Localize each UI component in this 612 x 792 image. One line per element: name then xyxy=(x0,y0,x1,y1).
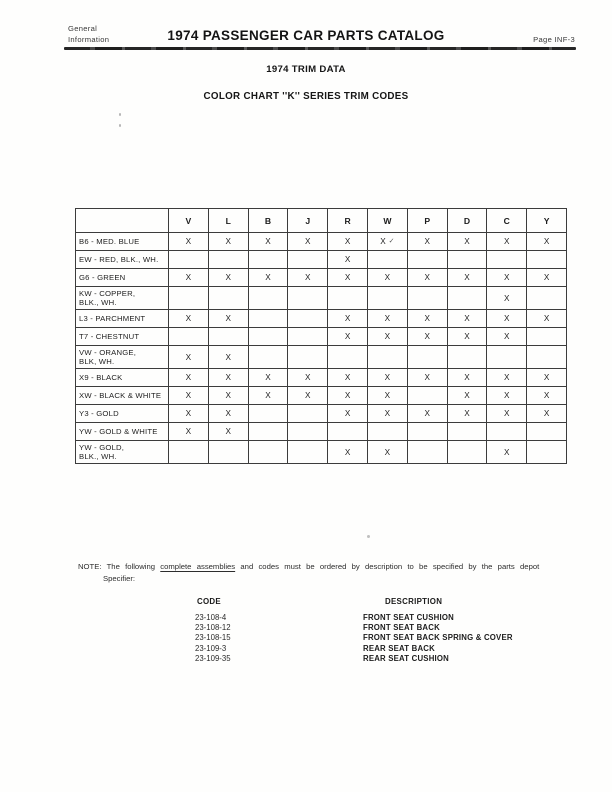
trim-mark-cell: X xyxy=(169,346,209,369)
trim-row-label-line: XW - BLACK & WHITE xyxy=(79,391,162,400)
trim-row-label-line: X9 - BLACK xyxy=(79,373,123,382)
trim-mark-cell: X xyxy=(487,328,527,346)
assembly-description: FRONT SEAT BACK SPRING & COVER xyxy=(363,633,513,643)
subtitle-trim-data: 1974 TRIM DATA xyxy=(266,64,346,75)
table-row xyxy=(76,269,567,287)
trim-row-label-line: L3 - PARCHMENT xyxy=(79,314,146,323)
corner-cell xyxy=(76,209,169,233)
trim-mark-cell: X xyxy=(169,369,209,387)
trim-mark-cell xyxy=(288,287,328,310)
scan-artifact xyxy=(119,113,121,116)
trim-mark-cell xyxy=(288,251,328,269)
trim-mark-cell xyxy=(407,346,447,369)
trim-mark-cell: X xyxy=(447,328,487,346)
trim-mark-cell: X xyxy=(487,369,527,387)
scan-artifact xyxy=(119,124,121,127)
trim-mark-cell xyxy=(447,441,487,464)
note-line2: Specifier: xyxy=(103,573,136,583)
trim-mark-cell: X xyxy=(248,233,288,251)
trim-mark-cell xyxy=(288,310,328,328)
trim-mark-cell: X xyxy=(328,233,368,251)
trim-mark-cell: X xyxy=(367,369,407,387)
trim-mark-cell: X xyxy=(328,387,368,405)
trim-mark-cell: X xyxy=(328,405,368,423)
note-underlined-phrase: complete assemblies xyxy=(160,562,236,571)
trim-mark-cell: X xyxy=(447,269,487,287)
trim-mark-cell: X xyxy=(487,269,527,287)
assembly-description: FRONT SEAT BACK xyxy=(363,623,440,633)
table-row xyxy=(76,369,567,387)
trim-mark-cell: X xyxy=(487,387,527,405)
trim-mark-cell: X xyxy=(527,310,567,328)
trim-mark-cell xyxy=(328,423,368,441)
trim-mark-cell: X xyxy=(407,328,447,346)
table-row xyxy=(76,423,567,441)
trim-mark-cell xyxy=(248,310,288,328)
column-header-B: B xyxy=(248,209,288,233)
trim-table-body xyxy=(76,233,567,464)
trim-mark-cell: X xyxy=(487,233,527,251)
trim-mark-cell xyxy=(288,346,328,369)
trim-mark-cell xyxy=(367,287,407,310)
trim-mark-cell: X xyxy=(248,387,288,405)
trim-row-label-line: YW - GOLD & WHITE xyxy=(79,427,158,436)
trim-mark-cell xyxy=(328,346,368,369)
trim-mark-cell: X xyxy=(487,405,527,423)
trim-row-label xyxy=(76,269,169,287)
trim-mark-cell: X xyxy=(169,423,209,441)
column-header-V: V xyxy=(169,209,209,233)
trim-mark-cell: X xyxy=(328,310,368,328)
trim-mark-cell xyxy=(527,441,567,464)
trim-mark-cell: X xyxy=(367,310,407,328)
column-header-C: C xyxy=(487,209,527,233)
assembly-description: FRONT SEAT CUSHION xyxy=(363,613,454,622)
trim-mark-cell xyxy=(248,346,288,369)
trim-mark-cell: X xyxy=(367,405,407,423)
trim-mark-cell xyxy=(288,405,328,423)
trim-mark-cell xyxy=(447,287,487,310)
trim-mark-cell xyxy=(208,328,248,346)
assembly-code: 23-108-4 xyxy=(195,613,227,622)
trim-row-label-line: BLK., WH. xyxy=(79,452,117,461)
note-prefix: NOTE: xyxy=(78,562,102,571)
table-row xyxy=(76,405,567,423)
trim-mark-cell: X xyxy=(208,423,248,441)
trim-mark-cell: X xyxy=(407,233,447,251)
trim-mark-cell xyxy=(208,287,248,310)
trim-mark-cell xyxy=(208,251,248,269)
trim-mark-cell: X xyxy=(367,441,407,464)
trim-mark-cell: X xyxy=(487,310,527,328)
trim-mark-cell: X xyxy=(367,387,407,405)
trim-mark: X xyxy=(380,237,386,246)
trim-mark-cell: X xyxy=(527,369,567,387)
trim-mark-cell xyxy=(288,441,328,464)
assembly-code: 23-109-35 xyxy=(195,653,231,663)
table-row xyxy=(76,251,567,269)
description-list xyxy=(363,613,513,664)
trim-mark-cell xyxy=(407,441,447,464)
trim-row-label-line: T7 - CHESTNUT xyxy=(79,332,140,341)
trim-mark-cell: X xyxy=(367,328,407,346)
trim-row-label xyxy=(76,346,169,369)
trim-mark-cell: X xyxy=(367,269,407,287)
section-label-line2: Information xyxy=(68,35,110,44)
trim-row-label-line: BLK., WH. xyxy=(79,298,117,307)
trim-mark-cell xyxy=(367,423,407,441)
trim-mark-cell: X xyxy=(328,369,368,387)
trim-mark-cell: X xyxy=(288,233,328,251)
trim-mark-cell: X xyxy=(447,310,487,328)
trim-table xyxy=(75,208,567,464)
assembly-code: 23-109-3 xyxy=(195,643,227,653)
trim-mark-cell: X xyxy=(208,346,248,369)
trim-mark-cell: X xyxy=(447,387,487,405)
assembly-description: REAR SEAT CUSHION xyxy=(363,653,449,663)
subtitle-color-chart: COLOR CHART ''K'' SERIES TRIM CODES xyxy=(203,91,409,102)
column-header-R: R xyxy=(328,209,368,233)
trim-mark-cell: X xyxy=(407,369,447,387)
trim-mark-cell: X xyxy=(527,387,567,405)
assembly-code: 23-108-12 xyxy=(195,623,231,633)
table-row xyxy=(76,387,567,405)
trim-mark-cell: X xyxy=(328,251,368,269)
table-row xyxy=(76,346,567,369)
note-text-before: The following xyxy=(106,562,156,571)
trim-mark-cell xyxy=(169,287,209,310)
trim-mark-cell xyxy=(169,441,209,464)
table-row xyxy=(76,328,567,346)
trim-mark-cell xyxy=(447,251,487,269)
trim-mark-cell: X xyxy=(208,369,248,387)
trim-row-label-line: EW - RED, BLK., WH. xyxy=(79,255,159,264)
trim-row-label xyxy=(76,369,169,387)
assembly-description: REAR SEAT BACK xyxy=(363,643,435,653)
trim-mark-cell: X xyxy=(169,387,209,405)
assembly-code: 23-108-15 xyxy=(195,633,231,643)
page-number: Page INF-3 xyxy=(533,35,575,44)
code-list xyxy=(195,613,231,664)
trim-mark-cell xyxy=(248,251,288,269)
trim-mark-cell: X xyxy=(169,233,209,251)
trim-mark-cell xyxy=(527,251,567,269)
trim-mark-cell xyxy=(248,405,288,423)
trim-mark-cell xyxy=(367,233,407,251)
column-header-J: J xyxy=(288,209,328,233)
trim-mark-cell: X xyxy=(208,405,248,423)
trim-mark-cell: X xyxy=(248,269,288,287)
column-header-W: W xyxy=(367,209,407,233)
trim-mark-cell: X xyxy=(208,310,248,328)
trim-mark-cell xyxy=(527,287,567,310)
trim-mark-cell: X xyxy=(527,233,567,251)
trim-mark-cell: X xyxy=(328,328,368,346)
trim-row-label-line: B6 - MED. BLUE xyxy=(79,237,140,246)
trim-mark-cell xyxy=(447,346,487,369)
check-mark: ✓ xyxy=(388,238,395,245)
trim-mark-cell xyxy=(169,251,209,269)
trim-row-label-line: VW - ORANGE, xyxy=(79,348,137,357)
trim-mark-cell xyxy=(288,423,328,441)
table-row xyxy=(76,441,567,464)
trim-mark-cell: X xyxy=(169,405,209,423)
table-row xyxy=(76,287,567,310)
trim-row-label xyxy=(76,405,169,423)
description-column-header: DESCRIPTION xyxy=(385,597,443,606)
trim-mark-cell xyxy=(407,287,447,310)
trim-row-label xyxy=(76,233,169,251)
trim-row-label xyxy=(76,310,169,328)
trim-mark-cell xyxy=(248,441,288,464)
trim-mark-cell: X xyxy=(487,287,527,310)
trim-row-label-line: YW - GOLD, xyxy=(79,443,125,452)
trim-mark-cell xyxy=(248,287,288,310)
trim-mark-cell xyxy=(527,423,567,441)
trim-mark-cell: X xyxy=(407,310,447,328)
trim-row-label xyxy=(76,328,169,346)
section-label-line1: General xyxy=(68,24,98,33)
trim-mark-cell xyxy=(208,441,248,464)
trim-mark-cell xyxy=(288,328,328,346)
trim-table-head xyxy=(76,209,567,233)
table-row xyxy=(76,310,567,328)
trim-row-label-line: BLK, WH. xyxy=(79,357,115,366)
trim-mark-cell xyxy=(407,423,447,441)
column-header-P: P xyxy=(407,209,447,233)
code-column-header: CODE xyxy=(197,597,221,606)
trim-mark-cell: X xyxy=(288,387,328,405)
note-text-after: and codes must be ordered by description to be specified by the parts depot xyxy=(240,562,540,571)
column-header-D: D xyxy=(447,209,487,233)
trim-row-label-line: Y3 - GOLD xyxy=(79,409,119,418)
column-header-L: L xyxy=(208,209,248,233)
trim-mark-cell xyxy=(367,251,407,269)
trim-mark-cell: X xyxy=(248,369,288,387)
trim-mark-cell: X xyxy=(169,269,209,287)
header-rule xyxy=(64,47,576,50)
trim-mark-cell: X xyxy=(208,387,248,405)
trim-mark-cell: X xyxy=(447,405,487,423)
trim-mark-cell xyxy=(527,346,567,369)
trim-mark-cell: X xyxy=(208,269,248,287)
trim-mark-cell: X xyxy=(527,405,567,423)
trim-row-label xyxy=(76,441,169,464)
trim-mark-cell: X xyxy=(288,269,328,287)
trim-mark-cell xyxy=(407,251,447,269)
trim-mark-cell xyxy=(527,328,567,346)
trim-row-label-line: KW - COPPER, xyxy=(79,289,136,298)
table-row xyxy=(76,233,567,251)
trim-row-label xyxy=(76,287,169,310)
trim-mark-cell: X xyxy=(288,369,328,387)
trim-mark-cell xyxy=(447,423,487,441)
trim-mark-cell xyxy=(487,251,527,269)
trim-row-label xyxy=(76,251,169,269)
trim-mark-cell: X xyxy=(407,269,447,287)
trim-mark-cell xyxy=(367,346,407,369)
trim-mark-cell xyxy=(407,387,447,405)
trim-mark-cell: X xyxy=(447,233,487,251)
note-block xyxy=(78,562,572,583)
trim-mark-cell: X xyxy=(527,269,567,287)
trim-mark-cell: X xyxy=(208,233,248,251)
trim-mark-cell xyxy=(248,423,288,441)
trim-mark-cell xyxy=(487,423,527,441)
column-header-Y: Y xyxy=(527,209,567,233)
trim-mark-cell: X xyxy=(487,441,527,464)
trim-mark-cell xyxy=(328,287,368,310)
trim-mark-cell xyxy=(169,328,209,346)
trim-mark-cell: X xyxy=(407,405,447,423)
trim-row-label xyxy=(76,423,169,441)
trim-mark-cell: X xyxy=(169,310,209,328)
note-line1 xyxy=(78,562,572,571)
scan-artifact xyxy=(367,535,370,538)
trim-mark-cell: X xyxy=(328,441,368,464)
trim-mark-cell: X xyxy=(328,269,368,287)
trim-mark-cell xyxy=(487,346,527,369)
trim-row-label-line: G6 - GREEN xyxy=(79,273,126,282)
trim-mark-cell xyxy=(248,328,288,346)
page-title: 1974 PASSENGER CAR PARTS CATALOG xyxy=(167,28,445,43)
trim-mark-cell: X xyxy=(447,369,487,387)
trim-row-label xyxy=(76,387,169,405)
